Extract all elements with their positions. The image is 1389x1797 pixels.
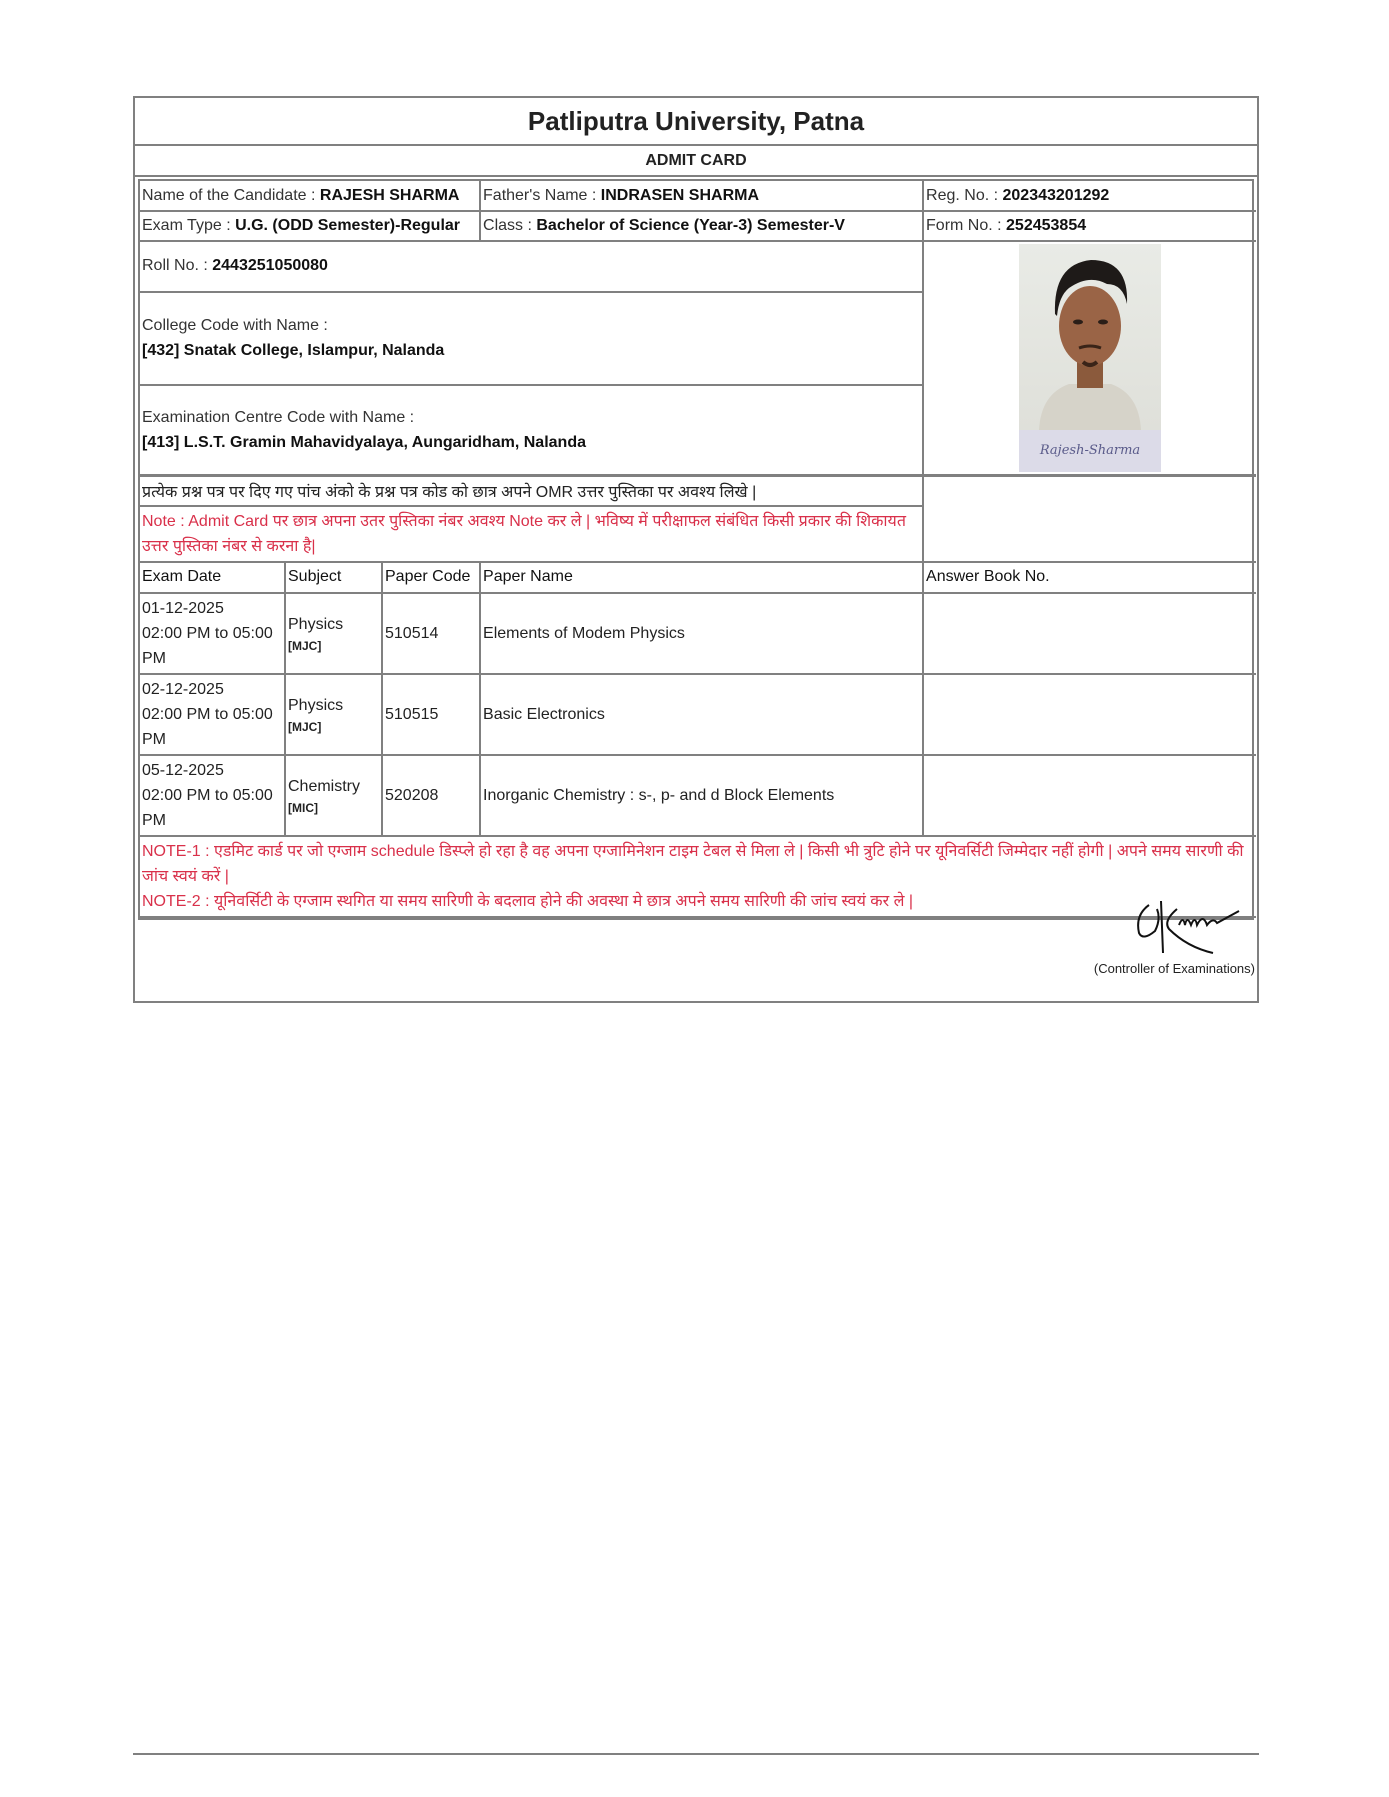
photo-signature: Rajesh-Sharma [1019,430,1161,472]
col-paper-code: Paper Code [382,562,480,593]
roll-no: 2443251050080 [212,257,328,275]
controller-label: (Controller of Examinations) [1093,961,1255,976]
admit-card-details [138,179,1254,920]
college-name: [432] Snatak College, Islampur, Nalanda [142,342,445,360]
controller-signature-icon [1127,895,1247,957]
col-exam-date: Exam Date [140,562,285,593]
subject-cell: Physics [MJC] [285,593,382,674]
university-title: Patliputra University, Patna [135,98,1257,146]
admit-card [133,96,1259,1003]
candidate-name: RAJESH SHARMA [319,186,460,204]
reg-no: 202343201292 [1002,186,1110,204]
photo-cell [923,241,1256,476]
table-row [140,755,1256,836]
note-2: NOTE-2 : यूनिवर्सिटी के एग्जाम स्थगित या समय सारिणी के बदलाव होने की अवस्था मे छात्र अपने समय सारिणी की जांच स्वयं कर ले | [142,892,914,910]
exam-type: U.G. (ODD Semester)-Regular [235,217,461,234]
form-no: 252453854 [1006,217,1087,234]
col-subject: Subject [285,562,382,593]
col-paper-name: Paper Name [480,562,923,593]
paper-code-cell: 510515 [382,674,480,755]
candidate-photo [1019,244,1161,472]
paper-name-cell: Basic Electronics [480,674,923,755]
exam-notes [140,836,1256,917]
blank-cell [923,476,1256,562]
subject-cell: Physics [MJC] [285,674,382,755]
subject-cell: Chemistry [MIC] [285,755,382,836]
exam-type-cell: Exam Type : U.G. (ODD Semester)-Regular [140,211,480,241]
candidate-info-table [140,181,1256,918]
answer-book-cell [923,593,1256,674]
table-row [140,674,1256,755]
col-answer-book: Answer Book No. [923,562,1256,593]
paper-code-cell: 510514 [382,593,480,674]
class-name: Bachelor of Science (Year-3) Semester-V [536,217,845,234]
candidate-name-cell: Name of the Candidate : RAJESH SHARMA [140,181,480,211]
paper-code-cell: 520208 [382,755,480,836]
exam-centre-label: Examination Centre Code with Name : [142,408,415,426]
class-cell: Class : Bachelor of Science (Year-3) Semester-V [480,211,923,241]
roll-no-cell: Roll No. : 2443251050080 [140,241,923,292]
person-photo-icon [1019,244,1161,430]
answer-book-note: Note : Admit Card पर छात्र अपना उतर पुस्तिका नंबर अवश्य Note कर ले | भविष्य में परीक्षाफल संबंधित किसी प्रकार की शिकायत उत्तर पुस्तिका नंबर से करना है| [140,506,923,562]
college-cell [140,292,923,385]
father-name: INDRASEN SHARMA [600,186,760,204]
exam-centre-cell [140,385,923,476]
note-1: NOTE-1 : एडमिट कार्ड पर जो एग्जाम schedule डिस्प्ले हो रहा है वह अपना एग्जामिनेशन टाइम टेबल से मिला ले | किसी भी त्रुटि होने पर यूनिवर्सिटी जिम्मेदार नहीं होगी | अपने समय सारणी की जांच स्वयं करें | [142,842,1244,885]
form-no-cell: Form No. : 252453854 [923,211,1256,241]
paper-name-cell: Inorganic Chemistry : s-, p- and d Block Elements [480,755,923,836]
document-title: ADMIT CARD [135,146,1257,177]
omr-instruction: प्रत्येक प्रश्न पत्र पर दिए गए पांच अंको के प्रश्न पत्र कोड को छात्र अपने OMR उत्तर पुस्तिका पर अवश्य लिखे | [140,476,923,506]
table-row [140,593,1256,674]
exam-centre-name: [413] L.S.T. Gramin Mahavidyalaya, Aungaridham, Nalanda [142,433,586,451]
paper-name-cell: Elements of Modem Physics [480,593,923,674]
exam-date-cell: 02-12-2025 02:00 PM to 05:00 PM [140,674,285,755]
exam-date-cell: 01-12-2025 02:00 PM to 05:00 PM [140,593,285,674]
page-divider [133,1753,1259,1755]
reg-no-cell: Reg. No. : 202343201292 [923,181,1256,211]
answer-book-cell [923,674,1256,755]
father-name-cell: Father's Name : INDRASEN SHARMA [480,181,923,211]
college-label: College Code with Name : [142,317,328,335]
answer-book-cell [923,755,1256,836]
schedule-header-row [140,562,1256,593]
exam-date-cell: 05-12-2025 02:00 PM to 05:00 PM [140,755,285,836]
